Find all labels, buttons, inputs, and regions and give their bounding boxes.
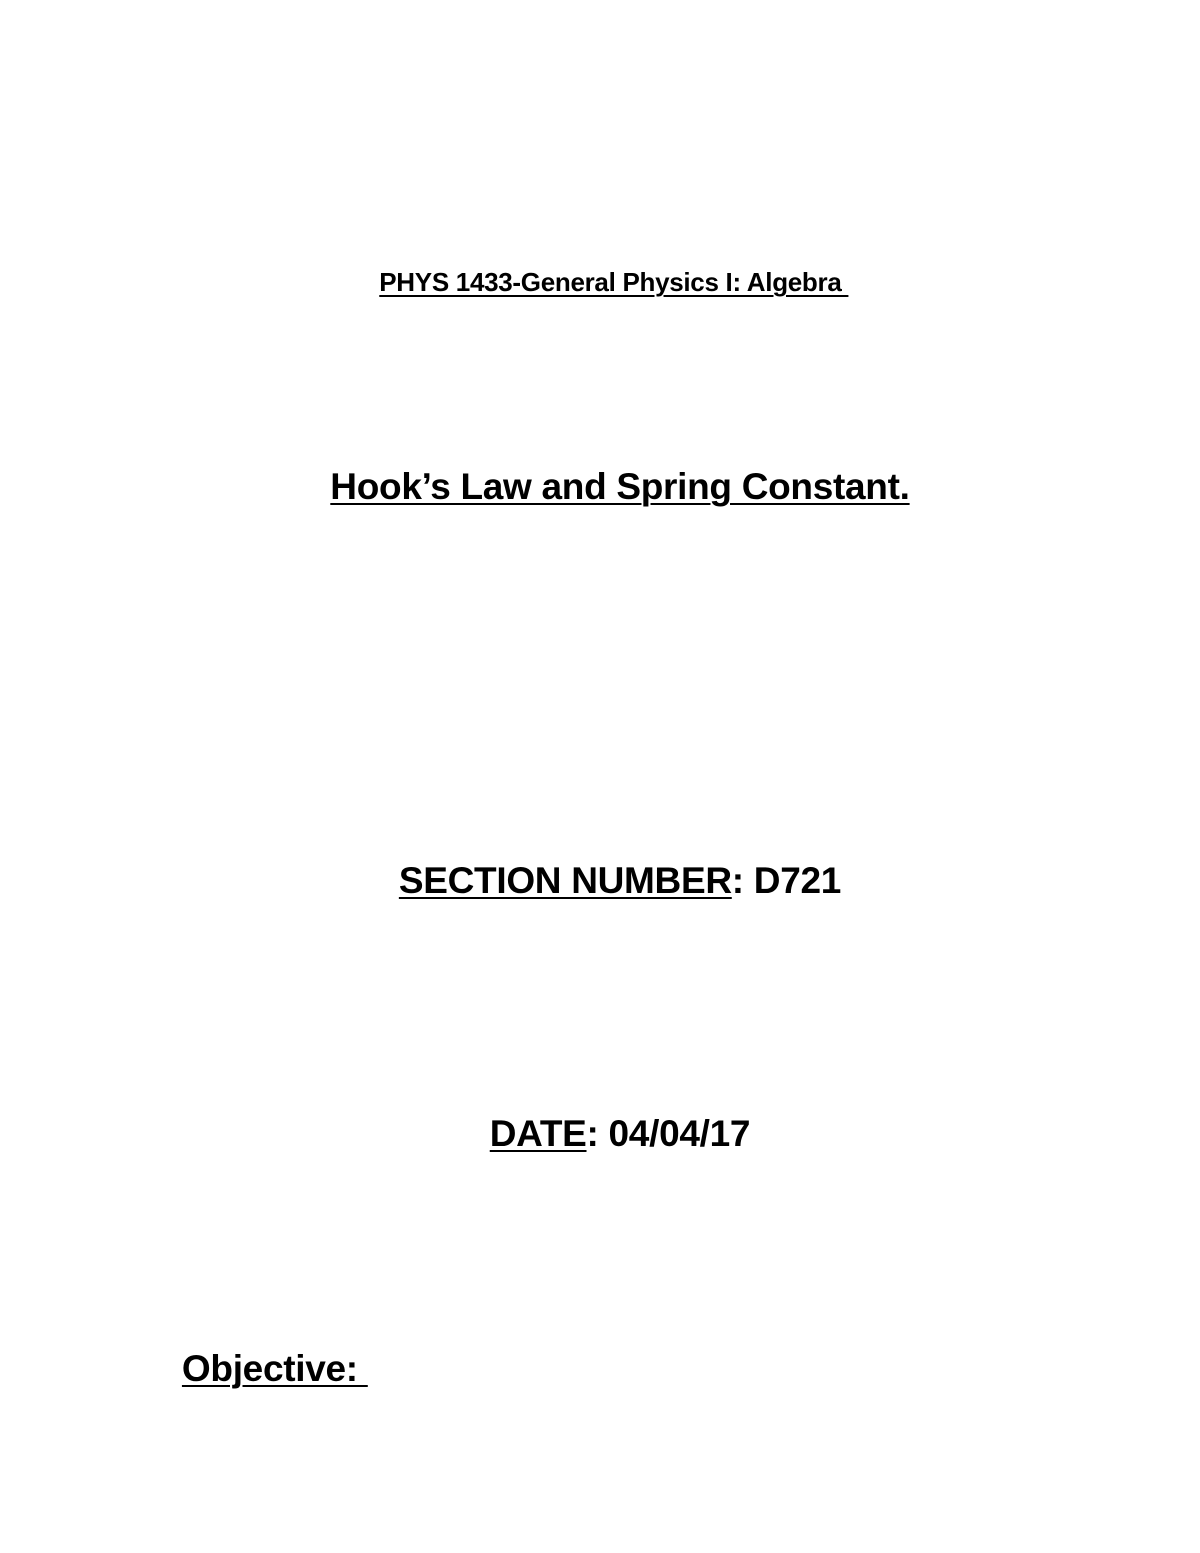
- objective-heading: [142, 1306, 368, 1432]
- report-title: [0, 424, 1200, 550]
- date-label: DATE: [489, 1113, 587, 1154]
- objective-heading-text: Objective:: [181, 1348, 368, 1389]
- section-number-label: SECTION NUMBER: [398, 860, 732, 901]
- date-value: 04/04/17: [608, 1113, 751, 1154]
- section-number-separator: :: [731, 860, 754, 901]
- date-separator: :: [586, 1113, 609, 1154]
- report-title-text: Hook’s Law and Spring Constant.: [330, 466, 910, 507]
- course-title: PHYS 1433-General Physics I: Algebra: [379, 267, 849, 297]
- course-line: [0, 236, 1200, 329]
- date-line: [0, 1071, 1200, 1197]
- section-number-value: D721: [753, 860, 842, 901]
- section-number-line: [0, 818, 1200, 944]
